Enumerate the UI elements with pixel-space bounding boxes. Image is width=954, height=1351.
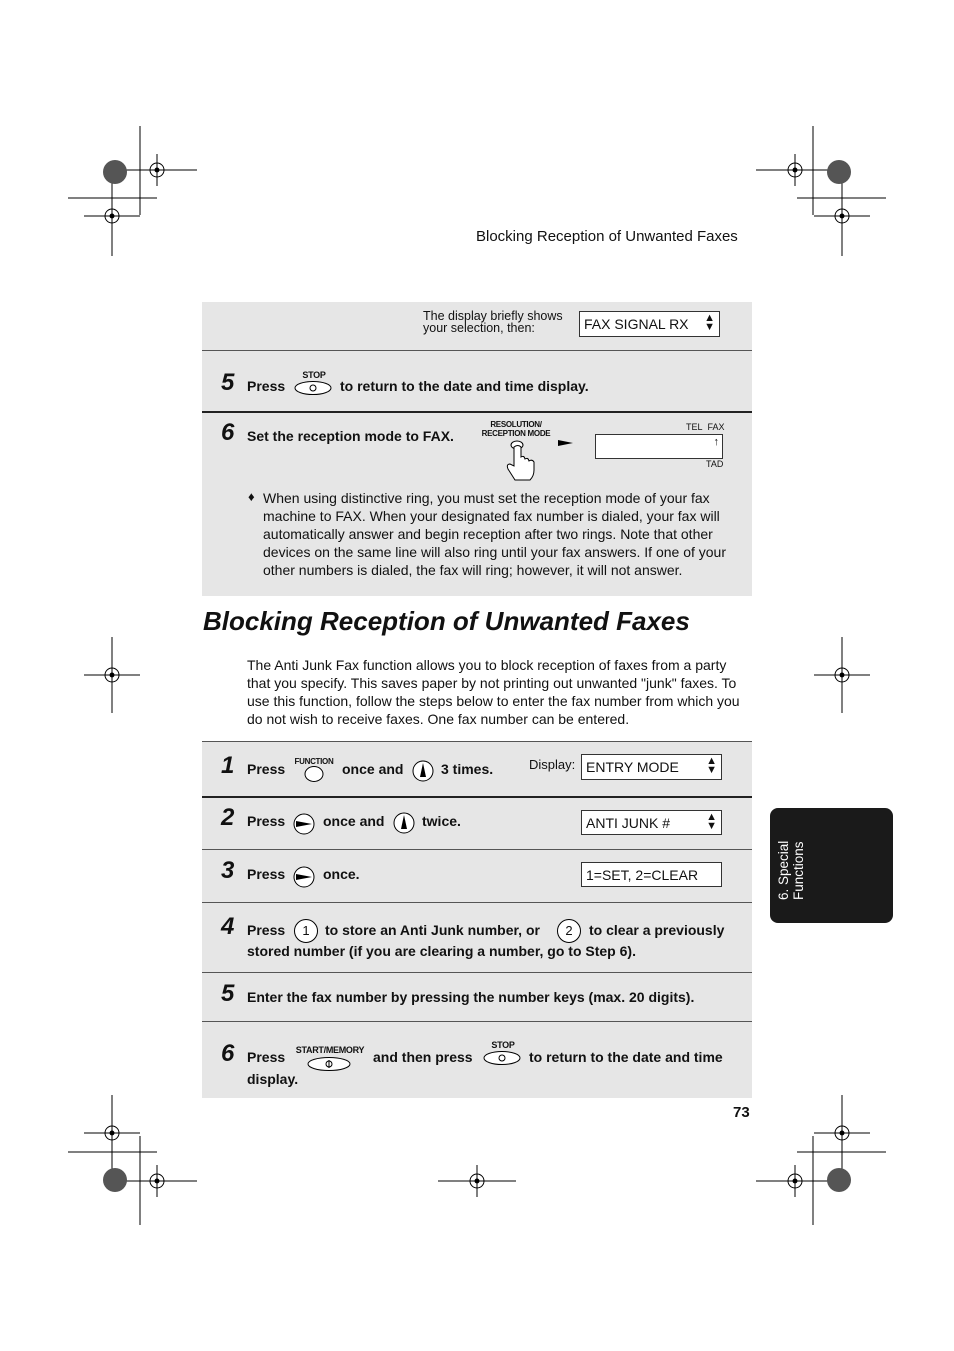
function-key-icon (303, 765, 325, 783)
step6-mid: and then press (373, 1049, 473, 1065)
divider (202, 1021, 752, 1022)
stop-key-icon (294, 380, 334, 396)
up-arrow-key-icon (393, 812, 417, 834)
display-note (423, 310, 563, 334)
stop-key-icon (483, 1050, 523, 1066)
divider (202, 350, 752, 351)
bullet-text: When using distinctive ring, you must set the reception mode of your fax machine to FAX. When your designated fax number is dialed, your fax will automatically answer and begin reception after two rings. Note that other devices on the same line will also ring until your fax answers. If one of your other numbers is dialed, the fax will ring; however, it will not answer. (263, 490, 727, 578)
step-number: 4 (221, 913, 235, 940)
step-number: 5 (221, 369, 235, 396)
divider (202, 902, 752, 903)
lcd-tel-fax (686, 422, 725, 432)
step4-line2: stored number (if you are clearing a number, go to Step 6). (247, 943, 636, 959)
stop-key-label: STOP (491, 1040, 515, 1050)
start-memory-key-icon (307, 1056, 353, 1072)
step-press: Press (247, 813, 286, 829)
function-key-label: FUNCTION (294, 757, 334, 766)
arrow-right-icon (557, 437, 575, 449)
step-number: 6 (221, 1040, 235, 1067)
tab-label-line1: 6. Special (776, 840, 791, 900)
start-memory-key-label: START/MEMORY (295, 1045, 365, 1055)
resolution-key-label (478, 420, 554, 438)
lcd-anti-junk (581, 810, 722, 835)
step-press: Press (247, 378, 286, 394)
stop-key-label: STOP (302, 370, 326, 380)
step2-end: twice. (422, 813, 461, 829)
up-down-arrows-icon: ▲ ▼ (706, 811, 717, 832)
page-number: 73 (733, 1104, 750, 1121)
display-note-line2: your selection, then: (423, 321, 535, 335)
lcd-text: 1=SET, 2=CLEAR (586, 866, 699, 883)
step-number: 3 (221, 857, 235, 884)
pressing-hand-icon (500, 438, 540, 484)
intro-paragraph: The Anti Junk Fax function allows you to block reception of faxes from a party that you specify. This saves paper by not printing out unwanted "junk" faxes. To use this function, follow the steps below to enter the fax number from which you do not wish to receive faxes. One fax number can be entered. (247, 657, 740, 727)
step-number: 6 (221, 419, 235, 446)
lcd-entry-mode (581, 754, 722, 780)
right-arrow-key-icon (293, 813, 317, 835)
key-2-icon: 2 (557, 919, 581, 943)
steps-box (202, 741, 752, 1098)
right-arrow-key-icon (293, 866, 317, 888)
step-press: Press (247, 761, 286, 777)
step-press: Press (247, 1049, 286, 1065)
lcd-set-clear (581, 862, 722, 887)
divider (202, 411, 752, 413)
divider (202, 849, 752, 850)
running-head: Blocking Reception of Unwanted Faxes (476, 228, 738, 245)
step2-mid: once and (323, 813, 385, 829)
lcd-fax-label: FAX (707, 422, 725, 432)
chapter-tab-label (776, 820, 806, 900)
indicator-arrow-icon: ↑ (713, 436, 719, 448)
lcd-text: ENTRY MODE (586, 759, 679, 775)
up-arrow-key-icon (412, 760, 436, 782)
step5-text: Enter the fax number by pressing the number keys (max. 20 digits). (247, 989, 695, 1005)
lcd-text: ANTI JUNK # (586, 814, 671, 831)
step5-text: to return to the date and time display. (340, 378, 589, 394)
lcd-tad-label: TAD (706, 459, 724, 469)
display-label: Display: (529, 757, 576, 772)
step6-text: Set the reception mode to FAX. (247, 428, 454, 444)
lcd-reception-mode (595, 434, 723, 459)
section-title: Blocking Reception of Unwanted Faxes (203, 606, 690, 636)
lcd-tel-label: TEL (686, 422, 703, 432)
up-down-arrows-icon: ▲ ▼ (704, 312, 715, 333)
divider (202, 796, 752, 798)
step-press: Press (247, 922, 286, 938)
key-label-line1: RESOLUTION/ (490, 420, 542, 429)
display-note-line1: The display briefly shows (423, 309, 563, 323)
key-1-icon: 1 (294, 919, 318, 943)
step3-end: once. (323, 866, 360, 882)
up-down-arrows-icon: ▲ ▼ (706, 755, 717, 776)
step6-line2: display. (247, 1071, 299, 1087)
divider (202, 972, 752, 973)
tab-label-line2: Functions (791, 841, 806, 900)
lcd-text: FAX SIGNAL RX (584, 316, 689, 332)
step-number: 5 (221, 980, 235, 1007)
diamond-bullet-icon: ♦ (248, 489, 255, 504)
step1-mid: once and (342, 761, 404, 777)
step-number: 2 (221, 804, 235, 831)
step-number: 1 (221, 752, 235, 779)
divider (202, 741, 752, 742)
step1-end: 3 times. (441, 761, 494, 777)
lcd-fax-signal-rx (579, 311, 720, 337)
step4-mid: to store an Anti Junk number, or (325, 922, 540, 938)
step6-end: to return to the date and time (529, 1049, 723, 1065)
key-label-line2: RECEPTION MODE (481, 429, 551, 438)
step-press: Press (247, 866, 286, 882)
step4-end: to clear a previously (589, 922, 725, 938)
